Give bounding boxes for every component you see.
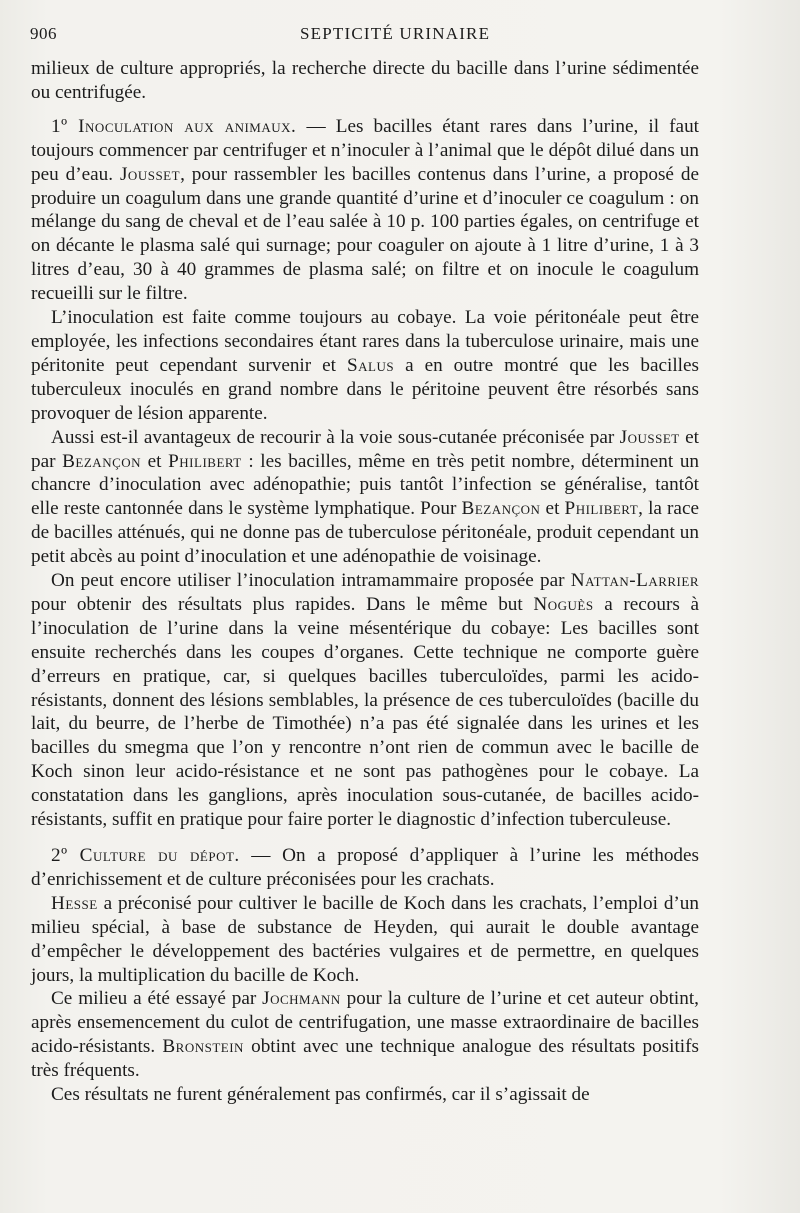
author-name: Jousset — [619, 426, 680, 448]
author-name: Nattan-Larrier — [570, 570, 699, 592]
body-text — [31, 57, 699, 1107]
paragraph-hesse — [31, 892, 699, 988]
paragraph-final: Ces résultats ne furent généralement pas confirmés, car il s’agissait de — [51, 1084, 590, 1106]
text-run: — Les bacilles étant rares dans l’urine, il faut toujours commencer par centrifuger et n’inoculer à l’animal que le dépôt dilué dans un peu d’eau. — [31, 115, 699, 185]
author-name: Salus — [346, 354, 395, 376]
text-run: et — [141, 450, 169, 472]
paragraph-inoculation-animals — [31, 115, 699, 306]
text-run: — On a proposé d’appliquer à l’urine les méthodes d’enrichissement et de culture préconisées pour les crachats. — [31, 845, 699, 890]
text-run: obtint avec une technique analogue des résultats positifs très fréquents. — [31, 1036, 699, 1082]
paragraph-subcutaneous — [31, 426, 699, 569]
text-run: a préconisé pour cultiver le bacille de Koch dans les crachats, l’emploi d’un milieu spécial, à base de substance de Heyden, qui aurait le double avantage d’empêcher le développement des bactéries vulgaires et de permettre, en quelques jours, la multiplication du bacille de Koch. — [31, 892, 699, 986]
author-name: Hesse — [51, 892, 98, 914]
text-run: Ce milieu a été essayé par — [51, 988, 263, 1010]
section-heading-culture: 2º Culture du dépot. — [51, 845, 240, 866]
paragraph-culture-depot — [31, 844, 699, 892]
text-run: pour la culture de l’urine et cet auteur obtint, après ensemencement du culot de centrifugation, une masse extraordinaire de bacilles acido-résistants. — [31, 988, 699, 1058]
section-heading-inoculation: 1º Inoculation aux animaux. — [51, 115, 297, 137]
text-run: a en outre montré que les bacilles tuberculeux inoculés en grand nombre dans le péritoine peuvent être résorbés sans provoquer de lésion apparente. — [31, 354, 699, 424]
text-run: Aussi est-il avantageux de recourir à la voie sous-cutanée préconisée par — [51, 426, 620, 448]
author-name: Philibert — [564, 498, 639, 520]
text-run: On peut encore utiliser l’inoculation intramammaire proposée par — [51, 570, 571, 592]
text-run: et — [540, 498, 565, 520]
text-run: , la race de bacilles atténués, qui ne donne pas de tuberculose péritonéale, produit cependant un petit abcès au point d’inoculation et une adénopathie de voisinage. — [31, 498, 699, 568]
paragraph-peritoneal — [31, 306, 699, 426]
text-run: , pour rassembler les bacilles contenus dans l’urine, a proposé de produire un coagulum dans une grande quantité d’urine et d’inoculer ce coagulum : on mélange du sang de cheval et de l’eau salée à 10 p. 100 parties égales, on centrifuge et on décante le plasma salé qui surnage; pour coaguler on ajoute à 1 litre d’urine, 1 à 3 litres d’eau, 30 à 40 grammes de plasma salé; on filtre et on inocule le coagulum recueilli sur le filtre. — [31, 163, 699, 305]
paragraph-jochmann — [31, 987, 699, 1083]
author-name: Bezançon — [461, 498, 541, 520]
text-run: pour obtenir des résultats plus rapides. Dans le même but — [31, 593, 534, 615]
text-run: L’inoculation est faite comme toujours au cobaye. La voie péritonéale peut être employée, les infections secondaires étant rares dans la tuberculose urinaire, mais une péritonite peut cependant survenir et — [31, 307, 699, 376]
author-name: Jochmann — [262, 988, 341, 1010]
paragraph-intramammary — [31, 569, 699, 832]
author-name: Bezançon — [62, 450, 142, 472]
text-run: : les bacilles, même en très petit nombre, déterminent un chancre d’inoculation avec adénopathie; puis tantôt l’infection se généralise, tantôt elle reste cantonnée dans le système lymphatique. Pour — [31, 450, 700, 520]
running-title: SEPTICITÉ URINAIRE — [300, 24, 491, 43]
text-run: et par — [31, 426, 699, 472]
running-header — [30, 20, 770, 50]
author-name: Jousset — [119, 163, 181, 185]
author-name: Bronstein — [162, 1036, 244, 1058]
author-name: Philibert — [168, 450, 242, 472]
text-run: a recours à l’inoculation de l’urine dans la veine mésentérique du cobaye: Les bacilles sont ensuite recherchés dans les coupes d’organes. Cette technique ne comporte guère d’erreurs en pratique, car, si quelques bacilles tuberculoïdes, parmi les acido-résistants, donnent des lésions semblables, la présence de ces tuberculoïdes (bacille du lait, du beurre, de l’herbe de Timothée) n’a pas été signalée dans les urines et les bacilles du smegma que l’on y rencontre n’ont rien de commun avec le bacille de Koch sinon leur acido-résistance et ne sont pas pathogènes pour le cobaye. La constatation dans les ganglions, après inoculation sous-cutanée, de bacilles acido-résistants, suffit en pratique pour faire porter le diagnostic d’infection tuberculeuse. — [31, 593, 699, 831]
paragraph-continued: milieux de culture appropriés, la recherche directe du bacille dans l’urine sédimentée ou centrifugée. — [31, 58, 699, 103]
page-number: 906 — [30, 24, 57, 43]
author-name: Noguès — [533, 593, 594, 615]
